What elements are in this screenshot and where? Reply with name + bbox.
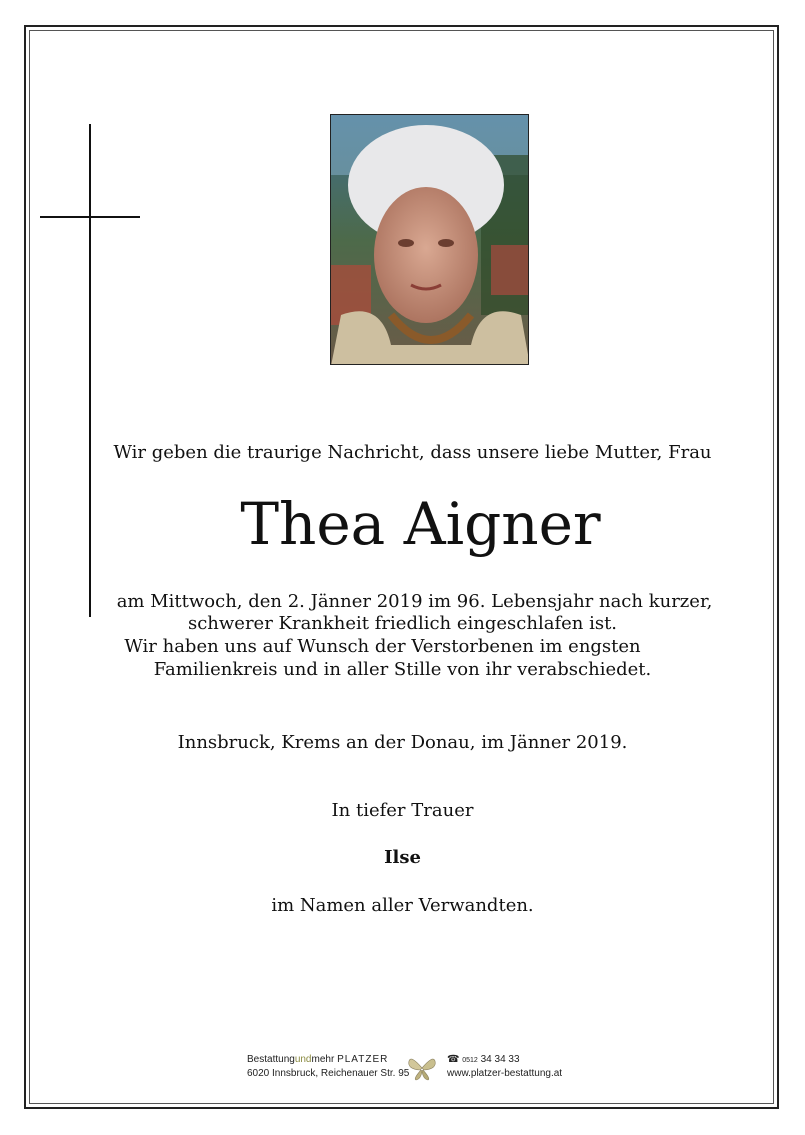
footer-left bbox=[247, 1053, 410, 1081]
brand-part: und bbox=[294, 1054, 312, 1065]
body-line: Wir haben uns auf Wunsch der Verstorbenen im engsten bbox=[124, 636, 641, 657]
body-line: am Mittwoch, den 2. Jänner 2019 im 96. Lebensjahr nach kurzer, bbox=[116, 591, 713, 612]
footer-right bbox=[447, 1053, 577, 1081]
portrait-image bbox=[331, 115, 529, 365]
phone-number: 34 34 33 bbox=[480, 1054, 520, 1065]
brand-part: Bestattung bbox=[247, 1054, 295, 1065]
body-line: schwerer Krankheit friedlich eingeschlafen ist. bbox=[187, 613, 618, 634]
relatives-text: im Namen aller Verwandten. bbox=[271, 895, 534, 916]
brand-line bbox=[247, 1053, 407, 1067]
funeral-home-footer bbox=[247, 1053, 567, 1083]
phone-prefix: 0512 bbox=[462, 1057, 478, 1064]
footer-website[interactable]: www.platzer-bestattung.at bbox=[447, 1068, 563, 1079]
mourning-text: In tiefer Trauer bbox=[331, 800, 474, 821]
place-date: Innsbruck, Krems an der Donau, im Jänner 2019. bbox=[177, 732, 628, 753]
cross-horizontal-bar bbox=[40, 216, 140, 218]
footer-address: 6020 Innsbruck, Reichenauer Str. 95 bbox=[247, 1068, 410, 1079]
brand-part: mehr bbox=[311, 1054, 335, 1065]
intro-text: Wir geben die traurige Nachricht, dass unsere liebe Mutter, Frau bbox=[113, 442, 712, 463]
deceased-name: Thea Aigner bbox=[240, 490, 601, 558]
signer-name: Ilse bbox=[384, 847, 421, 868]
phone-icon: ☎ bbox=[447, 1054, 460, 1065]
butterfly-icon bbox=[407, 1055, 437, 1081]
brand-name: PLATZER bbox=[337, 1054, 389, 1065]
footer-phone bbox=[447, 1053, 577, 1067]
body-line: Familienkreis und in aller Stille von ihr verabschiedet. bbox=[153, 659, 652, 680]
portrait-photo bbox=[330, 114, 529, 365]
